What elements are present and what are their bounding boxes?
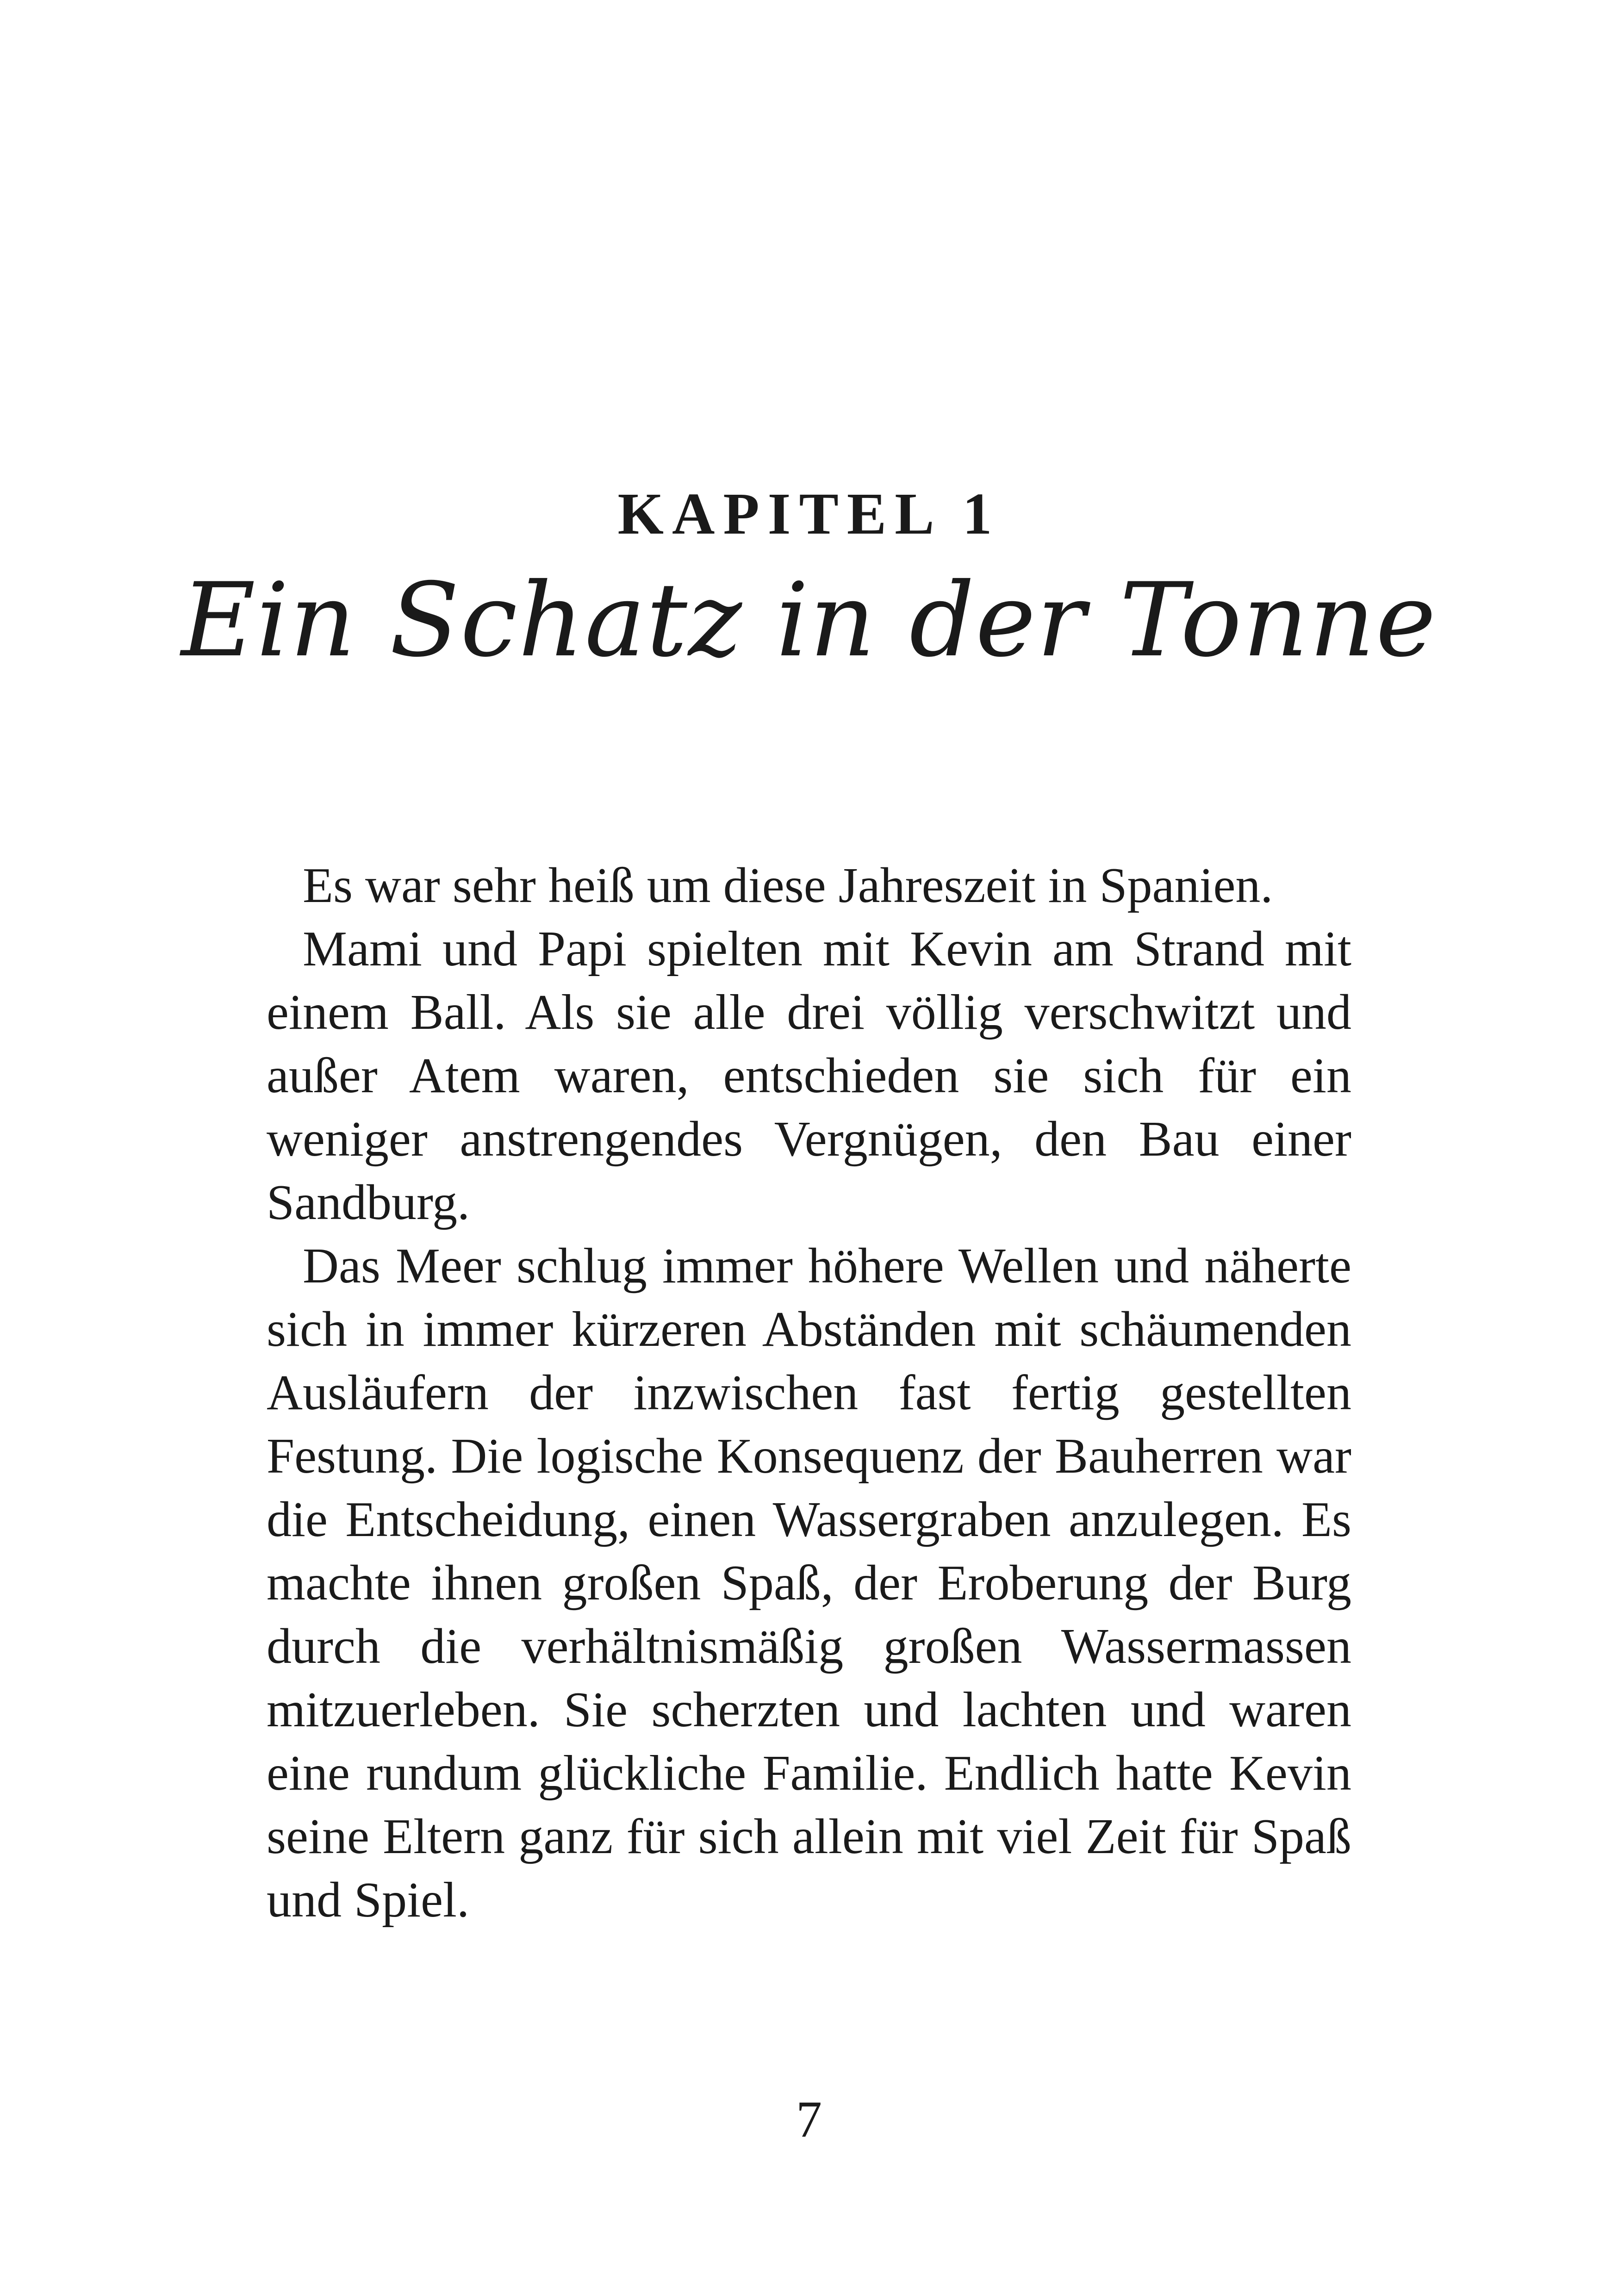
chapter-label: KAPITEL 1 bbox=[617, 481, 1001, 547]
paragraph: Das Meer schlug immer höhere Wellen und näherte sich in immer kürzeren Abständen mit schäumenden Ausläufern der inzwischen fast fertig gestellten Festung. Die logische Konsequenz der Bauherren war die Entscheidung, einen Wassergraben anzulegen. Es machte ihnen großen Spaß, der Eroberung der Burg durch die verhältnismäßig großen Wassermassen mitzuerleben. Sie scherzten und lachten und waren eine rundum glückliche Familie. Endlich hatte Kevin seine Eltern ganz für sich allein mit viel Zeit für Spaß und Spiel. bbox=[267, 1238, 1351, 1928]
paragraph: Es war sehr heiß um diese Jahreszeit in Spanien. bbox=[303, 858, 1273, 913]
chapter-title: Ein Schatz in der Tonne bbox=[181, 561, 1437, 679]
page-number: 7 bbox=[796, 2091, 822, 2148]
chapter-body bbox=[267, 854, 1351, 1932]
paragraph: Mami und Papi spielten mit Kevin am Strand mit einem Ball. Als sie alle drei völlig verschwitzt und außer Atem waren, entschieden sie sich für ein weniger anstrengendes Vergnügen, den Bau einer Sandburg. bbox=[267, 921, 1351, 1230]
